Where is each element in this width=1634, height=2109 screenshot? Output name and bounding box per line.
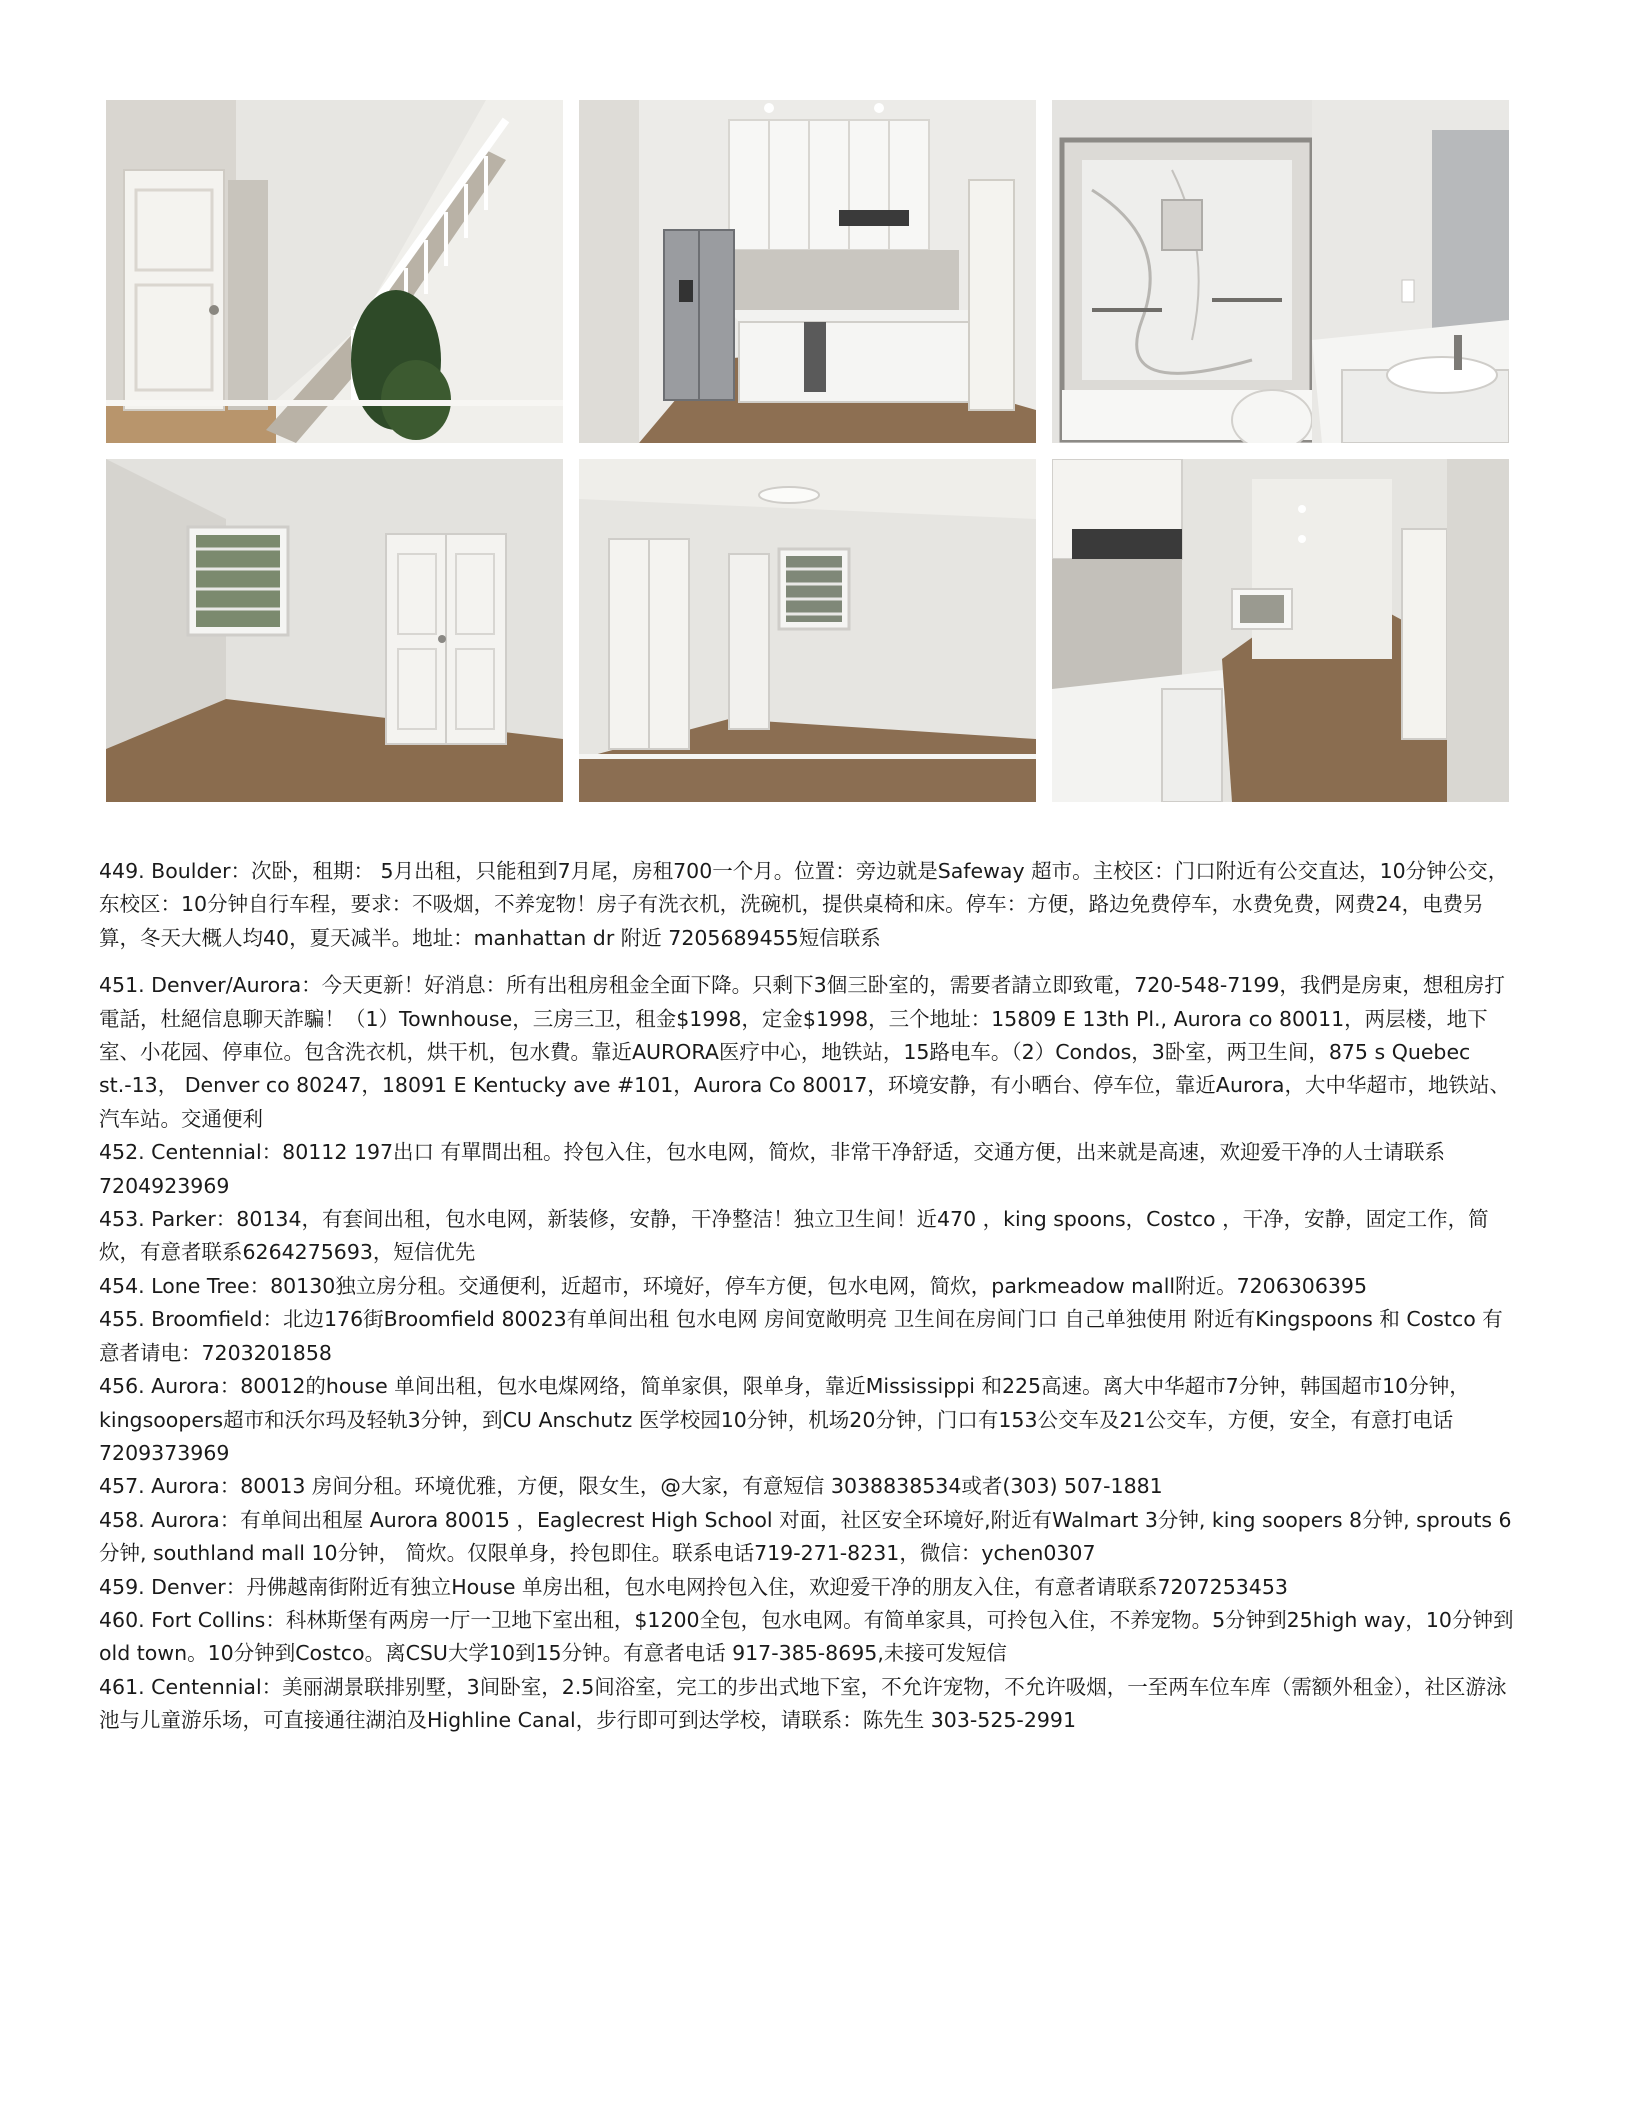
listing-458: 458. Aurora：有单间出租屋 Aurora 80015 ，Eaglecrest High School 对面，社区安全环境好,附近有Walmart 3分钟, king soopers 8分钟, sprouts 6分钟, southland mall 10分钟， 简炊。仅限单身，拎包即住。联系电话719-271-8231，微信：ychen0307 [99,1507,1512,1566]
listing-454: 454. Lone Tree：80130独立房分租。交通便利，近超市，环境好，停车方便，包水电网，简炊，parkmeadow mall附近。7206306395 [99,1273,1368,1298]
photo-hallway-staircase [106,100,563,443]
listing-456: 456. Aurora：80012的house 单间出租，包水电煤网络，简单家俱，限单身，靠近Mississippi 和225高速。离大中华超市7分钟，韩国超市10分钟，kingsoopers超市和沃尔玛及轻轨3分钟，到CU Anschutz 医学校园10分钟，机场20分钟，门口有153公交车及21公交车，方便，安全，有意打电话7209373969 [99,1374,1470,1465]
photo-galley-kitchen [579,100,1036,443]
listing-455: 455. Broomfield：北边176街Broomfield 80023有单间出租 包水电网 房间宽敞明亮 卫生间在房间门口 自己单独使用 附近有Kingspoons 和 Costco 有意者请电：7203201858 [99,1307,1503,1365]
listing-452: 452. Centennial：80112 197出口 有單間出租。拎包入住，包水电网，简炊，非常干净舒适，交通方便，出来就是高速，欢迎爱干净的人士请联系7204923969 [99,1140,1446,1198]
listing-460: 460. Fort Collins：科林斯堡有两房一厅一卫地下室出租，$1200全包，包水电网。有简单家具，可拎包入住，不养宠物。5分钟到25high way，10分钟到old town。10分钟到Costco。离CSU大学10到15分钟。有意者电话 917-385-8695,未接可发短信 [99,1607,1514,1666]
photo-bedroom-window-closet [106,459,563,802]
listing-449: 449. Boulder：次卧，租期： 5月出租，只能租到7月尾，房租700一个月。位置：旁边就是Safeway 超市。主校区：门口附近有公交直达，10分钟公交，东校区：10分钟自行车程，要求：不吸烟，不养宠物！房子有洗衣机，洗碗机，提供桌椅和床。停车：方便，路边免费停车，水费免费，网费24，电费另算，冬天大概人均40，夏天减半。地址：manhattan dr 附近 7205689455短信联系 [99,859,1509,950]
photo-grid [106,100,1510,803]
listing-453: 453. Parker：80134，有套间出租，包水电网，新装修，安静，干净整洁！独立卫生间！近470 ，king spoons，Costco ，干净，安静，固定工作，简炊，有意者联系6264275693，短信优先 [99,1207,1489,1265]
photo-bathroom-shower [1052,100,1509,443]
listing-461: 461. Centennial：美丽湖景联排别墅，3间卧室，2.5间浴室，完工的步出式地下室，不允许宠物，不允许吸烟，一至两车位车库（需额外租金），社区游泳池与儿童游乐场，可直接通往湖泊及Highline Canal，步行即可到达学校，请联系：陈先生 303-525-2991 [99,1674,1507,1733]
listing-451: 451. Denver/Aurora：今天更新！好消息：所有出租房租金全面下降。只剩下3個三卧室的，需要者請立即致電，720-548-7199，我們是房東，想租房打電話，杜絕信息聊天詐騙！（1）Townhouse，三房三卫，租金$1998，定金$1998，三个地址：15809 E 13th Pl., Aurora co 80011，两层楼，地下室、小花园、停車位。包含洗衣机，烘干机，包水費。靠近AURORA医疗中心，地铁站，15路电车。（2）Condos，3卧室，两卫生间，875 s Quebec st.-13， Denver co 80247，18091 E Kentucky ave #101，Aurora Co 80017，环境安静，有小晒台、停车位，靠近Aurora，大中华超市，地铁站、汽车站。交通便利 [99,973,1510,1131]
listing-457: 457. Aurora：80013 房间分租。环境优雅，方便，限女生，@大家，有意短信 3038838534或者(303) 507-1881 [99,1474,1163,1499]
photo-bedroom-ceiling-light [579,459,1036,802]
photo-kitchen-hallway [1052,459,1509,802]
listings-text [99,855,1519,1738]
listing-459: 459. Denver：丹佛越南街附近有独立House 单房出租，包水电网拎包入住，欢迎爱干净的朋友入住，有意者请联系7207253453 [99,1574,1288,1599]
